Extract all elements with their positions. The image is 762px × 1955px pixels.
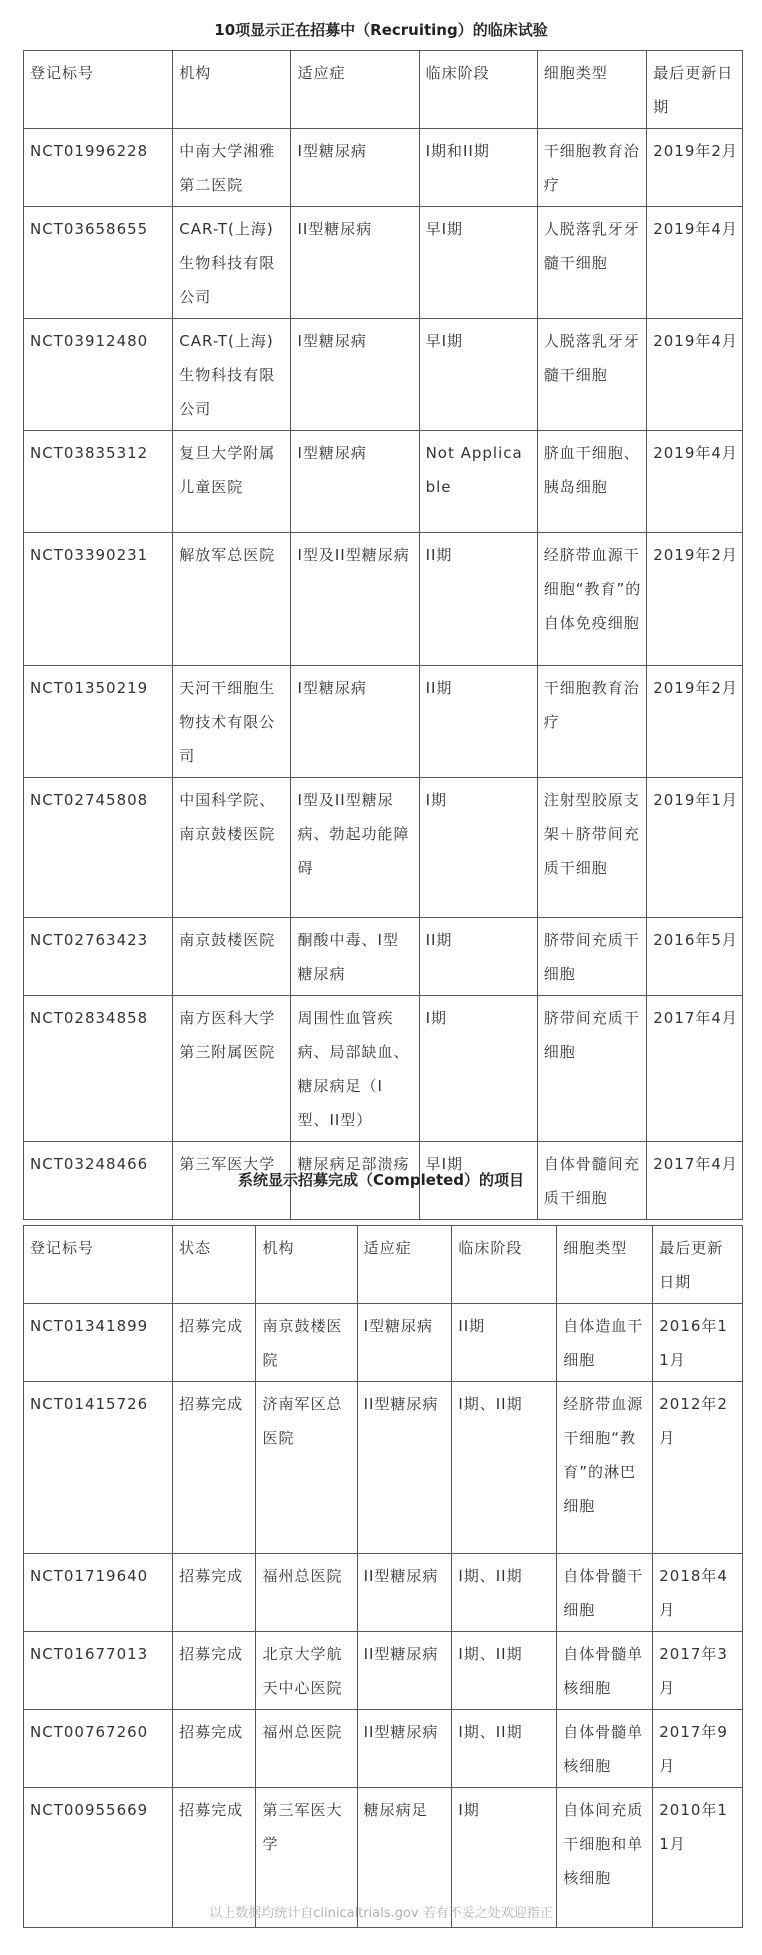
table-cell: 自体间充质干细胞和单核细胞 [557, 1788, 653, 1928]
column-header: 登记标号 [24, 1226, 173, 1304]
table-cell: NCT02745808 [24, 778, 173, 918]
table-cell: 招募完成 [173, 1554, 256, 1632]
table-row [24, 778, 743, 918]
table-cell: II型糖尿病 [357, 1632, 452, 1710]
table-row [24, 918, 743, 996]
table-cell: 经脐带血源干细胞“教育”的自体免疫细胞 [537, 533, 646, 666]
table-cell: 济南军区总医院 [256, 1382, 357, 1554]
table-cell: I期 [452, 1788, 557, 1928]
table-cell: 干细胞教育治疗 [537, 129, 646, 207]
table-cell: 招募完成 [173, 1710, 256, 1788]
table-row [24, 129, 743, 207]
table-row [24, 1632, 743, 1710]
table-cell: 2019年2月 [647, 533, 743, 666]
table-cell: 经脐带血源干细胞“教育”的淋巴细胞 [557, 1382, 653, 1554]
table-cell: II型糖尿病 [357, 1382, 452, 1554]
table-cell: I型糖尿病 [291, 319, 419, 431]
table-cell: NCT01677013 [24, 1632, 173, 1710]
column-header: 最后更新日期 [647, 51, 743, 129]
table-cell: 天河干细胞生物技术有限公司 [173, 666, 291, 778]
column-header: 机构 [173, 51, 291, 129]
table-cell: 周围性血管疾病、局部缺血、糖尿病足（I型、II型） [291, 996, 419, 1142]
column-header: 登记标号 [24, 51, 173, 129]
table-cell: II型糖尿病 [357, 1710, 452, 1788]
table-cell: 糖尿病足 [357, 1788, 452, 1928]
table-cell: 第三军医大学 [256, 1788, 357, 1928]
table-row [24, 1554, 743, 1632]
table-cell: I期 [419, 996, 537, 1142]
table-cell: 复旦大学附属儿童医院 [173, 431, 291, 533]
table-cell: CAR-T(上海)生物科技有限公司 [173, 207, 291, 319]
table-cell: NCT01415726 [24, 1382, 173, 1554]
table-cell: I型糖尿病 [291, 129, 419, 207]
table-row [24, 533, 743, 666]
table-cell: 2019年4月 [647, 207, 743, 319]
column-header: 临床阶段 [452, 1226, 557, 1304]
table-cell: 2019年1月 [647, 778, 743, 918]
table-cell: NCT00767260 [24, 1710, 173, 1788]
table-cell: 中南大学湘雅第二医院 [173, 129, 291, 207]
table-cell: 2019年2月 [647, 129, 743, 207]
table-cell: 第三军医大学 [173, 1142, 291, 1220]
table-cell: 脐带间充质干细胞 [537, 996, 646, 1142]
column-header: 细胞类型 [537, 51, 646, 129]
table-cell: I期、II期 [452, 1632, 557, 1710]
table-cell: NCT03835312 [24, 431, 173, 533]
table-cell: II期 [419, 918, 537, 996]
table-cell: 自体骨髓干细胞 [557, 1554, 653, 1632]
table-cell: 2019年4月 [647, 431, 743, 533]
table-row [24, 1382, 743, 1554]
column-header: 细胞类型 [557, 1226, 653, 1304]
table-cell: 自体骨髓单核细胞 [557, 1710, 653, 1788]
table-header-row [24, 51, 743, 129]
table-cell: 2017年4月 [647, 1142, 743, 1220]
table-cell: 自体骨髓单核细胞 [557, 1632, 653, 1710]
table-cell: 招募完成 [173, 1304, 256, 1382]
table-cell: NCT03248466 [24, 1142, 173, 1220]
table-cell: I期、II期 [452, 1554, 557, 1632]
table-cell: I型及II型糖尿病、勃起功能障碍 [291, 778, 419, 918]
table-row [24, 431, 743, 533]
table-cell: NCT02834858 [24, 996, 173, 1142]
table-cell: 2017年4月 [647, 996, 743, 1142]
table-cell: 人脱落乳牙牙髓干细胞 [537, 207, 646, 319]
table-cell: II期 [419, 666, 537, 778]
table-cell: 招募完成 [173, 1382, 256, 1554]
table-cell: 招募完成 [173, 1632, 256, 1710]
table-cell: 人脱落乳牙牙髓干细胞 [537, 319, 646, 431]
table-cell: 脐血干细胞、胰岛细胞 [537, 431, 646, 533]
table-cell: CAR-T(上海)生物科技有限公司 [173, 319, 291, 431]
table-cell: 南方医科大学第三附属医院 [173, 996, 291, 1142]
table-cell: II型糖尿病 [291, 207, 419, 319]
table-cell: NCT02763423 [24, 918, 173, 996]
column-header: 最后更新日期 [653, 1226, 743, 1304]
table-cell: 脐带间充质干细胞 [537, 918, 646, 996]
table-cell: 2012年2月 [653, 1382, 743, 1554]
table-cell: 福州总医院 [256, 1554, 357, 1632]
table-cell: Not Applicable [419, 431, 537, 533]
recruiting-table-title: 10项显示正在招募中（Recruiting）的临床试验 [214, 21, 548, 39]
table-cell: 2017年3月 [653, 1632, 743, 1710]
recruiting-trials-table [23, 50, 743, 1220]
table-cell: 2016年5月 [647, 918, 743, 996]
table-cell: 2019年2月 [647, 666, 743, 778]
table-cell: I型糖尿病 [291, 431, 419, 533]
table-cell: 解放军总医院 [173, 533, 291, 666]
table-cell: 2017年9月 [653, 1710, 743, 1788]
table-header-row [24, 1226, 743, 1304]
table-cell: II型糖尿病 [357, 1554, 452, 1632]
table-cell: NCT03912480 [24, 319, 173, 431]
table-cell: NCT03658655 [24, 207, 173, 319]
table-cell: NCT01350219 [24, 666, 173, 778]
table-cell: 自体骨髓间充质干细胞 [537, 1142, 646, 1220]
completed-table-title: 系统显示招募完成（Completed）的项目 [237, 1171, 525, 1189]
table-cell: 2010年11月 [653, 1788, 743, 1928]
table-cell: I型糖尿病 [357, 1304, 452, 1382]
table-row [24, 319, 743, 431]
table-cell: 南京鼓楼医院 [256, 1304, 357, 1382]
table-cell: 自体造血干细胞 [557, 1304, 653, 1382]
table-cell: I型糖尿病 [291, 666, 419, 778]
table-cell: 南京鼓楼医院 [173, 918, 291, 996]
table-cell: I期 [419, 778, 537, 918]
table-cell: 糖尿病足部溃疡 [291, 1142, 419, 1220]
table-cell: I期、II期 [452, 1710, 557, 1788]
table-cell: 注射型胶原支架＋脐带间充质干细胞 [537, 778, 646, 918]
column-header: 状态 [173, 1226, 256, 1304]
table-cell: 中国科学院、南京鼓楼医院 [173, 778, 291, 918]
table-cell: 早I期 [419, 207, 537, 319]
table-row [24, 207, 743, 319]
column-header: 适应症 [357, 1226, 452, 1304]
table-cell: 福州总医院 [256, 1710, 357, 1788]
table-cell: 酮酸中毒、I型糖尿病 [291, 918, 419, 996]
table-row [24, 1304, 743, 1382]
table-cell: I期和II期 [419, 129, 537, 207]
table-cell: NCT01996228 [24, 129, 173, 207]
table-row [24, 666, 743, 778]
table-cell: 2018年4月 [653, 1554, 743, 1632]
table-cell: I期、II期 [452, 1382, 557, 1554]
table-cell: NCT03390231 [24, 533, 173, 666]
table-cell: 早I期 [419, 319, 537, 431]
table-cell: 2016年11月 [653, 1304, 743, 1382]
table-cell: NCT00955669 [24, 1788, 173, 1928]
table-cell: 招募完成 [173, 1788, 256, 1928]
table-cell: 北京大学航天中心医院 [256, 1632, 357, 1710]
table-cell: NCT01719640 [24, 1554, 173, 1632]
table-cell: II期 [452, 1304, 557, 1382]
table-cell: 早I期 [419, 1142, 537, 1220]
table-cell: NCT01341899 [24, 1304, 173, 1382]
completed-trials-table [23, 1225, 743, 1928]
column-header: 机构 [256, 1226, 357, 1304]
source-footnote: 以上数据均统计自clinicaltrials.gov 若有不妥之处欢迎指正 [209, 1906, 553, 1921]
table-row [24, 1710, 743, 1788]
table-cell: 2019年4月 [647, 319, 743, 431]
column-header: 临床阶段 [419, 51, 537, 129]
table-row [24, 996, 743, 1142]
table-cell: 干细胞教育治疗 [537, 666, 646, 778]
table-cell: I型及II型糖尿病 [291, 533, 419, 666]
table-cell: II期 [419, 533, 537, 666]
column-header: 适应症 [291, 51, 419, 129]
